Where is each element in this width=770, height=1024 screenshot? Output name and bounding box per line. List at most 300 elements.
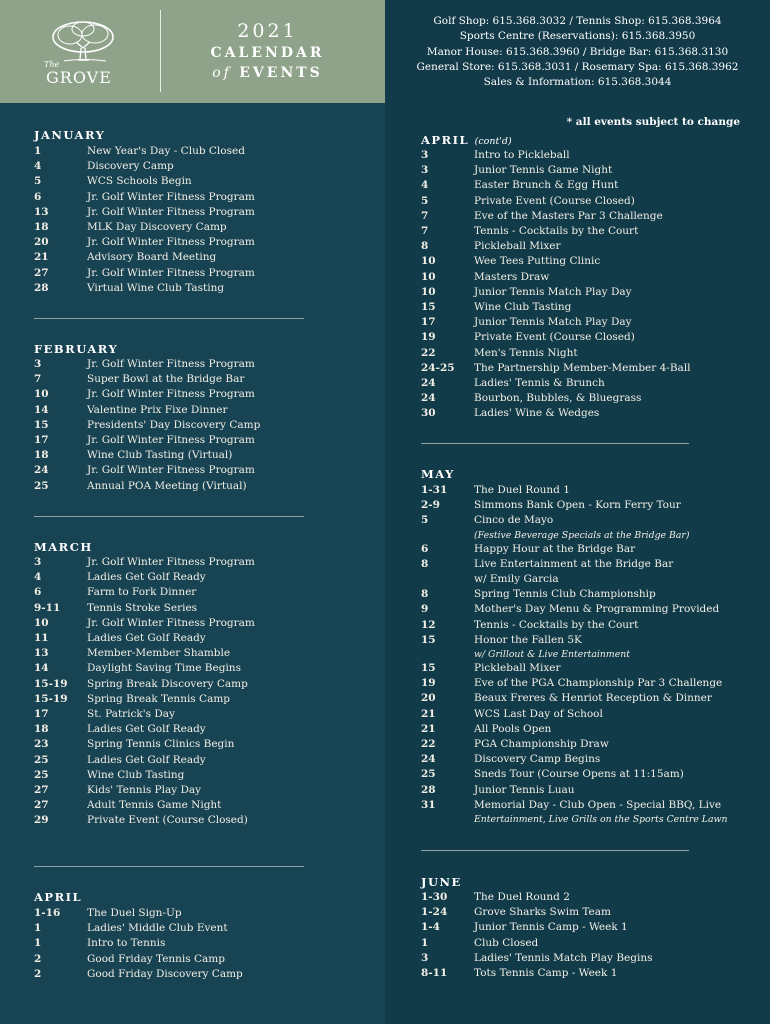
event-title: Annual POA Meeting (Virtual) [87, 479, 247, 492]
event-date: 14 [34, 403, 49, 416]
event-row [34, 631, 364, 646]
event-date: 30 [421, 407, 436, 420]
event-title: Easter Brunch & Egg Hunt [474, 179, 619, 192]
event-row [421, 239, 751, 254]
event-row [34, 707, 364, 722]
event-title: Super Bowl at the Bridge Bar [87, 373, 245, 386]
event-title: Presidents' Day Discovery Camp [87, 418, 261, 431]
event-row [421, 483, 761, 498]
event-row [421, 224, 751, 239]
event-date: 25 [421, 768, 436, 781]
event-title: Jr. Golf Winter Fitness Program [87, 434, 255, 447]
event-row [421, 966, 751, 981]
event-row [34, 768, 364, 783]
event-title: Tots Tennis Camp - Week 1 [474, 967, 618, 980]
event-title: Ladies Get Golf Ready [87, 753, 206, 766]
event-date: 6 [421, 542, 429, 555]
month-heading-april-continued [421, 133, 512, 147]
event-date: 1-16 [34, 907, 61, 919]
section-divider [34, 516, 304, 517]
event-row [34, 190, 364, 205]
event-title: Tennis - Cocktails by the Court [474, 225, 639, 238]
event-row [34, 448, 364, 463]
event-title: Jr. Golf Winter Fitness Program [87, 358, 255, 370]
event-date: 3 [34, 358, 42, 370]
event-title: Ladies Get Golf Ready [87, 723, 206, 736]
event-title: Jr. Golf Winter Fitness Program [87, 464, 255, 477]
event-date: 24 [421, 753, 436, 766]
event-row [34, 601, 364, 616]
header-divider [160, 10, 161, 92]
event-row [34, 418, 364, 433]
event-title: Pickleball Mixer [474, 662, 561, 675]
event-title: w/ Emily Garcia [474, 573, 559, 586]
event-row [421, 513, 761, 528]
event-row [421, 648, 761, 661]
event-row [421, 587, 761, 602]
event-title: Honor the Fallen 5K [474, 633, 582, 646]
event-title: Good Friday Discovery Camp [87, 967, 243, 980]
event-title: Grove Sharks Swim Team [474, 906, 611, 919]
event-title: The Partnership Member-Member 4-Ball [474, 361, 691, 374]
event-title: (Festive Beverage Specials at the Bridge Bar) [474, 529, 690, 541]
event-row [421, 498, 761, 513]
contact-line: General Store: 615.368.3031 / Rosemary Spa: 615.368.3962 [416, 60, 739, 73]
event-row [34, 967, 364, 982]
event-row [34, 661, 364, 676]
event-date: 17 [34, 434, 49, 447]
event-title: Discovery Camp [87, 160, 174, 173]
event-title: Tennis - Cocktails by the Court [474, 618, 639, 631]
event-row [421, 346, 751, 361]
event-row [34, 753, 364, 768]
event-title: Ladies' Middle Club Event [87, 922, 228, 935]
month-heading-february: FEBRUARY [34, 342, 119, 356]
event-date: 18 [34, 221, 49, 234]
event-date: 20 [421, 692, 436, 705]
contact-numbers [385, 14, 770, 90]
event-row [421, 691, 761, 706]
event-row [421, 163, 751, 178]
event-date: 1 [34, 937, 42, 950]
event-title: New Year's Day - Club Closed [87, 145, 245, 157]
event-row [34, 205, 364, 220]
event-title: Jr. Golf Winter Fitness Program [87, 388, 255, 401]
event-row [421, 285, 751, 300]
event-list-march [34, 555, 364, 829]
event-date: 24-25 [421, 361, 455, 374]
event-title: Jr. Golf Winter Fitness Program [87, 190, 255, 203]
event-title: Happy Hour at the Bridge Bar [474, 542, 636, 555]
event-date: 13 [34, 205, 49, 218]
event-title: Daylight Saving Time Begins [87, 662, 241, 675]
section-divider [421, 443, 689, 444]
event-date: 10 [421, 285, 436, 298]
event-date: 18 [34, 449, 49, 462]
event-title: The Duel Sign-Up [87, 907, 182, 919]
event-row [421, 572, 761, 587]
event-date: 8 [421, 588, 429, 601]
month-heading-march: MARCH [34, 540, 93, 554]
event-row [421, 529, 761, 542]
event-row [34, 250, 364, 265]
event-title: Jr. Golf Winter Fitness Program [87, 266, 255, 279]
event-title: MLK Day Discovery Camp [87, 221, 227, 234]
event-title: Junior Tennis Camp - Week 1 [474, 921, 628, 934]
event-date: 15 [34, 418, 49, 431]
event-date: 1 [34, 145, 42, 157]
event-date: 25 [34, 753, 49, 766]
event-date: 20 [34, 236, 49, 249]
event-row [421, 813, 761, 826]
event-row [421, 920, 751, 935]
event-list-january [34, 144, 364, 296]
event-date: 27 [34, 266, 49, 279]
event-date: 3 [421, 149, 429, 161]
event-date: 15 [421, 662, 436, 675]
event-title: Spring Break Discovery Camp [87, 677, 248, 690]
event-title: Good Friday Tennis Camp [87, 952, 225, 965]
event-date: 6 [34, 190, 42, 203]
event-title: Masters Draw [474, 270, 550, 283]
event-row [34, 677, 364, 692]
event-date: 3 [421, 164, 429, 177]
event-title: The Duel Round 1 [474, 484, 570, 496]
event-date: 17 [34, 708, 49, 721]
contact-line: Manor House: 615.368.3960 / Bridge Bar: 615.368.3130 [426, 45, 729, 58]
event-title: Wee Tees Putting Clinic [474, 255, 601, 268]
event-row [421, 148, 751, 163]
calendar-subtitle [200, 65, 335, 81]
event-date: 1-24 [421, 906, 448, 919]
event-date: 21 [421, 707, 436, 720]
event-title: Junior Tennis Match Play Day [474, 316, 632, 329]
contact-line: Sports Centre (Reservations): 615.368.3950 [459, 30, 696, 43]
event-title: Ladies Get Golf Ready [87, 632, 206, 645]
event-row [421, 767, 761, 782]
event-date: 15-19 [34, 677, 68, 690]
event-title: Jr. Golf Winter Fitness Program [87, 205, 255, 218]
event-date [421, 572, 474, 587]
event-title: Wine Club Tasting [474, 301, 572, 314]
event-row [34, 403, 364, 418]
month-heading-june: JUNE [421, 875, 462, 889]
event-row [34, 616, 364, 631]
event-date: 13 [34, 647, 49, 660]
contact-line: Sales & Information: 615.368.3044 [483, 76, 672, 89]
event-date: 19 [421, 677, 436, 690]
event-date: 3 [34, 556, 42, 568]
event-row [421, 391, 751, 406]
event-row [421, 951, 751, 966]
event-list-april [34, 906, 364, 982]
event-title: Jr. Golf Winter Fitness Program [87, 556, 255, 568]
event-date: 28 [421, 783, 436, 796]
logo-wordmark: GROVE [46, 68, 112, 87]
event-date: 3 [421, 951, 429, 964]
event-date: 1-4 [421, 921, 440, 934]
event-date: 22 [421, 738, 436, 751]
event-title: Private Event (Course Closed) [87, 814, 248, 827]
event-title: Ladies' Tennis & Brunch [474, 377, 605, 390]
event-row [421, 254, 751, 269]
event-row [34, 266, 364, 281]
event-row [34, 692, 364, 707]
disclaimer-note: * all events subject to change [566, 116, 740, 128]
calendar-year: 2021 [237, 20, 298, 42]
event-date: 2 [34, 952, 42, 965]
event-row [421, 936, 751, 951]
event-date: 2 [34, 967, 42, 980]
event-list-may [421, 483, 761, 826]
event-date: 21 [421, 722, 436, 735]
event-row [34, 463, 364, 478]
event-row [421, 707, 761, 722]
event-date: 19 [421, 331, 436, 344]
event-row [421, 557, 761, 572]
event-title: Valentine Prix Fixe Dinner [87, 403, 228, 416]
event-title: Member-Member Shamble [87, 647, 231, 660]
event-row [421, 798, 761, 813]
event-date: 22 [421, 346, 436, 359]
event-date: 1 [421, 936, 429, 949]
calendar-title: CALENDAR [210, 45, 325, 61]
event-date: 15-19 [34, 692, 68, 705]
event-date: 27 [34, 784, 49, 797]
event-date: 9-11 [34, 601, 61, 614]
event-title: Spring Break Tennis Camp [87, 692, 231, 705]
event-row [34, 174, 364, 189]
section-divider [421, 850, 689, 851]
event-title: Private Event (Course Closed) [474, 331, 635, 344]
continued-label: (cont'd) [474, 136, 512, 147]
event-row [34, 433, 364, 448]
month-title: APRIL [421, 133, 470, 147]
event-date: 24 [421, 392, 436, 405]
event-title: Wine Club Tasting [87, 768, 185, 781]
event-title: Junior Tennis Game Night [474, 164, 613, 177]
event-date: 31 [421, 798, 436, 811]
event-row [421, 542, 761, 557]
event-date [421, 529, 474, 542]
event-title: Jr. Golf Winter Fitness Program [87, 616, 255, 629]
event-row [34, 921, 364, 936]
event-title: The Duel Round 2 [474, 891, 570, 903]
event-date: 6 [34, 586, 42, 599]
event-date: 14 [34, 662, 49, 675]
event-date: 10 [421, 255, 436, 268]
calendar-events-word: EVENTS [239, 65, 323, 81]
event-row [34, 479, 364, 494]
month-heading-april: APRIL [34, 890, 83, 904]
event-title: Eve of the Masters Par 3 Challenge [474, 209, 663, 222]
event-row [421, 194, 751, 209]
event-title: Wine Club Tasting (Virtual) [87, 449, 233, 462]
event-row [421, 376, 751, 391]
logo-the: The [44, 60, 60, 69]
event-title: Ladies Get Golf Ready [87, 571, 206, 584]
event-row [34, 585, 364, 600]
event-title: Junior Tennis Luau [474, 783, 575, 796]
event-title: Memorial Day - Club Open - Special BBQ, Live [474, 798, 722, 811]
event-title: Bourbon, Bubbles, & Bluegrass [474, 392, 642, 405]
event-row [421, 633, 761, 648]
event-date: 28 [34, 281, 49, 294]
event-title: Ladies' Tennis Match Play Begins [474, 951, 653, 964]
event-row [34, 235, 364, 250]
event-date: 10 [34, 616, 49, 629]
event-row [421, 300, 751, 315]
event-date: 8 [421, 240, 429, 253]
event-title: Advisory Board Meeting [87, 251, 217, 264]
event-title: All Pools Open [474, 722, 552, 735]
event-date: 12 [421, 618, 436, 631]
event-date: 25 [34, 768, 49, 781]
event-date: 1-30 [421, 891, 448, 903]
event-row [421, 361, 751, 376]
event-row [421, 722, 761, 737]
event-title: Farm to Fork Dinner [87, 586, 197, 599]
event-date: 21 [34, 251, 49, 264]
event-title: Beaux Freres & Henriot Reception & Dinner [474, 692, 712, 705]
section-divider [34, 318, 304, 319]
event-date: 25 [34, 479, 49, 492]
month-heading-january: JANUARY [34, 128, 106, 142]
event-date: 8 [421, 557, 429, 570]
event-title: Tennis Stroke Series [87, 601, 198, 614]
event-date: 29 [34, 814, 49, 827]
event-date: 11 [34, 632, 49, 645]
event-date: 4 [421, 179, 429, 192]
event-row [34, 783, 364, 798]
event-title: Pickleball Mixer [474, 240, 561, 253]
event-row [421, 178, 751, 193]
event-row [34, 220, 364, 235]
event-row [34, 722, 364, 737]
event-title: Cinco de Mayo [474, 514, 554, 527]
event-list-february [34, 357, 364, 494]
event-date: 23 [34, 738, 49, 751]
event-date: 10 [34, 388, 49, 401]
event-title: Men's Tennis Night [474, 346, 578, 359]
event-row [34, 555, 364, 570]
event-row [34, 936, 364, 951]
event-row [421, 315, 751, 330]
event-date: 15 [421, 301, 436, 314]
calendar-of: of [212, 65, 232, 81]
event-row [34, 737, 364, 752]
event-row [421, 406, 751, 421]
event-row [34, 646, 364, 661]
event-date: 15 [421, 633, 436, 646]
event-row [421, 737, 761, 752]
event-row [421, 209, 751, 224]
event-title: Spring Tennis Club Championship [474, 588, 656, 601]
event-title: Intro to Pickleball [474, 149, 570, 161]
contact-line: Golf Shop: 615.368.3032 / Tennis Shop: 615.368.3964 [433, 15, 722, 27]
event-title: Virtual Wine Club Tasting [87, 281, 225, 294]
event-row [34, 144, 364, 159]
event-row [34, 372, 364, 387]
event-title: Club Closed [474, 936, 539, 949]
event-title: Kids' Tennis Play Day [87, 784, 202, 797]
event-title: Live Entertainment at the Bridge Bar [474, 557, 674, 570]
event-date: 27 [34, 799, 49, 812]
event-row [34, 813, 364, 828]
event-date: 1 [34, 922, 42, 935]
event-date: 5 [34, 175, 42, 188]
event-date: 9 [421, 603, 429, 616]
event-date: 4 [34, 571, 42, 584]
event-title: PGA Championship Draw [474, 738, 609, 751]
tree-icon [40, 18, 126, 66]
event-date: 17 [421, 316, 436, 329]
event-row [34, 952, 364, 967]
event-row [421, 270, 751, 285]
event-date: 8-11 [421, 967, 448, 980]
event-title: Private Event (Course Closed) [474, 194, 635, 207]
event-row [421, 618, 761, 633]
event-row [34, 570, 364, 585]
event-row [34, 906, 364, 921]
event-row [421, 602, 761, 617]
event-date: 10 [421, 270, 436, 283]
event-row [34, 357, 364, 372]
event-date: 7 [34, 373, 42, 386]
event-date: 24 [421, 377, 436, 390]
event-row [421, 661, 761, 676]
event-title: WCS Schools Begin [87, 175, 192, 188]
event-title: w/ Grillout & Live Entertainment [474, 649, 630, 661]
event-row [421, 905, 751, 920]
event-date: 5 [421, 194, 429, 207]
event-title: Mother's Day Menu & Programming Provided [474, 603, 720, 616]
event-title: Discovery Camp Begins [474, 753, 601, 766]
event-title: Simmons Bank Open - Korn Ferry Tour [474, 499, 681, 512]
event-row [34, 159, 364, 174]
event-row [421, 752, 761, 767]
event-list-june [421, 890, 751, 981]
event-date: 7 [421, 225, 429, 238]
event-title: WCS Last Day of School [474, 707, 603, 720]
event-row [34, 798, 364, 813]
event-row [34, 281, 364, 296]
event-date: 1-31 [421, 484, 448, 496]
event-title: Junior Tennis Match Play Day [474, 285, 632, 298]
month-heading-may: MAY [421, 467, 455, 481]
event-title: Spring Tennis Clinics Begin [87, 738, 235, 751]
section-divider [34, 866, 304, 867]
event-date: 18 [34, 723, 49, 736]
event-date: 2-9 [421, 499, 440, 512]
event-title: Ladies' Wine & Wedges [474, 407, 600, 420]
event-date: 24 [34, 464, 49, 477]
grove-logo [40, 18, 126, 88]
event-title: St. Patrick's Day [87, 708, 176, 721]
event-row [421, 676, 761, 691]
event-title: Adult Tennis Game Night [87, 799, 222, 812]
event-title: Eve of the PGA Championship Par 3 Challenge [474, 677, 723, 690]
event-date: 4 [34, 160, 42, 173]
event-title: Sneds Tour (Course Opens at 11:15am) [474, 768, 684, 781]
event-list-april-continued [421, 148, 751, 422]
event-title: Jr. Golf Winter Fitness Program [87, 236, 255, 249]
event-row [421, 890, 751, 905]
event-title: Intro to Tennis [87, 937, 166, 950]
event-title: Entertainment, Live Grills on the Sports Centre Lawn [474, 814, 728, 826]
event-row [421, 783, 761, 798]
event-date [421, 648, 474, 661]
